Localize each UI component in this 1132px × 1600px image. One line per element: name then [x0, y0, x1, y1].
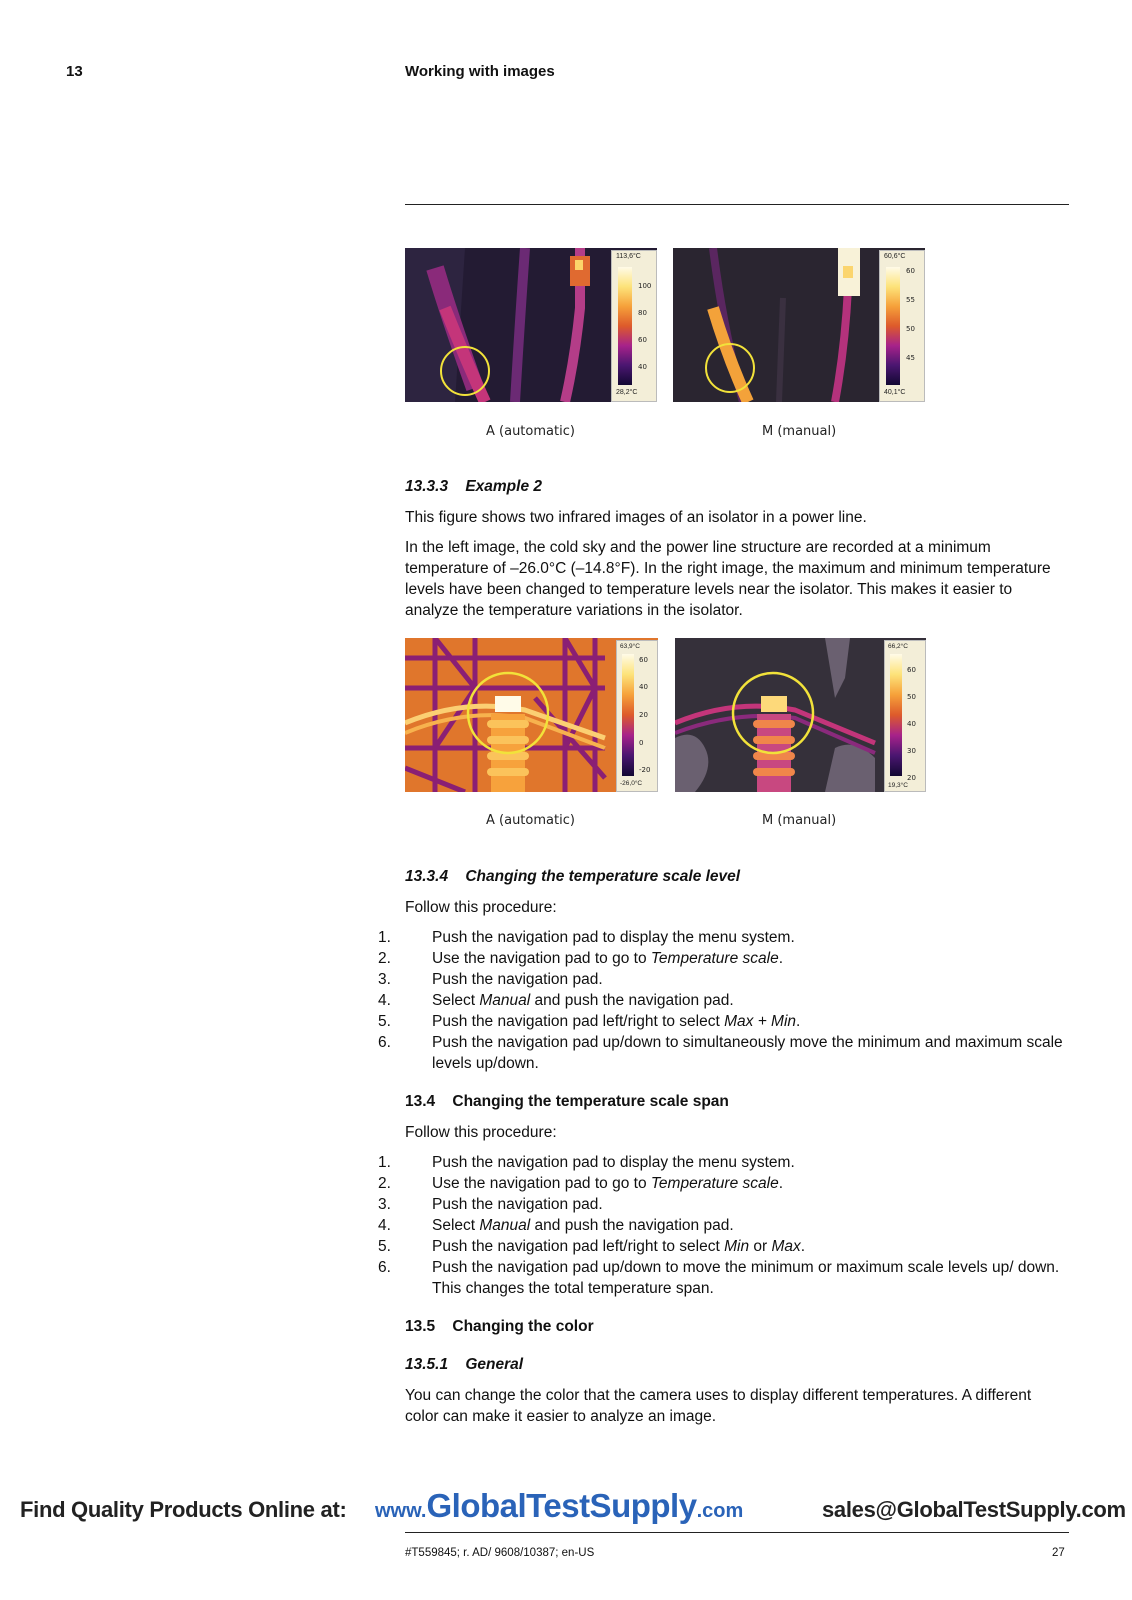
scale-tick: 20	[907, 774, 916, 782]
scale-max-label: 63,9°C	[620, 643, 640, 650]
scale-min-label: 19,3°C	[888, 782, 908, 789]
step-emphasis: Manual	[479, 992, 531, 1009]
figure-caption-automatic: A (automatic)	[486, 424, 575, 439]
paragraph: In the left image, the cold sky and the power line structure are recorded at a minimum temperature of –26.0°C (–14.8°F). In the right image, the maximum and minimum temperature levels have been changed to temperature levels near the isolator. This makes it easier to analyze the temperature variations in the isolator.	[405, 539, 1051, 619]
step-text: Push the navigation pad.	[432, 1196, 603, 1213]
procedure-intro: Follow this procedure:	[405, 1124, 557, 1141]
banner-find-text: Find Quality Products Online at:	[20, 1497, 347, 1522]
procedure-step	[378, 1152, 1069, 1173]
step-number: 5.	[378, 1238, 391, 1255]
scale-tick: -20	[639, 766, 651, 774]
step-text: Push the navigation pad up/down to move the minimum or maximum scale levels up/ down. This changes the total temperature span.	[432, 1259, 1060, 1297]
step-text: Push the navigation pad to display the menu system.	[432, 929, 795, 946]
figure-caption-automatic: A (automatic)	[486, 813, 575, 828]
scale-tick: 55	[906, 296, 915, 304]
ir-image-m-manual-1	[673, 248, 925, 402]
banner-website-link[interactable]	[375, 1487, 743, 1525]
step-number: 3.	[378, 971, 391, 988]
step-text: Push the navigation pad up/down to simultaneously move the minimum and maximum scale levels up/down.	[432, 1034, 1063, 1072]
procedure-step	[378, 990, 1069, 1011]
temperature-scale-right-2	[884, 640, 926, 792]
procedure-step	[378, 1173, 1069, 1194]
footer-rule	[405, 1532, 1069, 1533]
scale-tick: 60	[906, 267, 915, 275]
step-text: Push the navigation pad left/right to select	[432, 1013, 725, 1030]
scale-tick: 30	[907, 747, 916, 755]
ir-image-m-manual-2	[675, 638, 926, 792]
section-heading-scale-level: 13.3.4 Changing the temperature scale level	[405, 868, 741, 885]
step-emphasis: Min	[724, 1238, 750, 1255]
paragraph: You can change the color that the camera uses to display different temperatures. A different color can make it easier to analyze an image.	[405, 1387, 1032, 1425]
scale-min-label: -26,0°C	[620, 780, 643, 787]
chapter-title: Working with images	[405, 63, 555, 80]
scale-max-label: 60,6°C	[884, 253, 906, 260]
scale-tick: 50	[906, 325, 915, 333]
step-number: 5.	[378, 1013, 391, 1030]
step-text: Push the navigation pad.	[432, 971, 603, 988]
step-emphasis: Max	[771, 1238, 801, 1255]
step-number: 2.	[378, 1175, 391, 1192]
step-number: 1.	[378, 929, 391, 946]
step-text: Use the navigation pad to go to	[432, 1175, 651, 1192]
procedure-step	[378, 948, 1069, 969]
scale-tick: 100	[638, 282, 652, 290]
procedure-step	[378, 1236, 1069, 1257]
section-heading-changing-color: 13.5 Changing the color	[405, 1318, 594, 1335]
procedure-step	[378, 1215, 1069, 1236]
step-emphasis: Temperature scale	[650, 1175, 779, 1192]
step-text: .	[800, 1238, 806, 1255]
paragraph: This figure shows two infrared images of an isolator in a power line.	[405, 509, 867, 526]
scale-tick: 60	[638, 336, 647, 344]
scale-tick: 80	[638, 309, 647, 317]
procedure-step	[378, 1257, 1069, 1299]
procedure-step	[378, 1032, 1069, 1074]
step-text: .	[778, 950, 784, 967]
procedure-step	[378, 927, 1069, 948]
step-number: 1.	[378, 1154, 391, 1171]
banner-www: www.	[375, 1500, 427, 1522]
scale-max-label: 66,2°C	[888, 643, 908, 650]
header-rule	[405, 204, 1069, 205]
step-text: .	[778, 1175, 784, 1192]
step-number: 4.	[378, 992, 391, 1009]
procedure-step	[378, 1011, 1069, 1032]
step-text: and push the navigation pad.	[530, 992, 734, 1009]
step-text: Select	[432, 992, 480, 1009]
color-scale-bar	[886, 267, 900, 385]
banner-email-link[interactable]: sales@GlobalTestSupply.com	[822, 1497, 1126, 1522]
step-number: 3.	[378, 1196, 391, 1213]
scale-tick: 60	[639, 656, 648, 664]
scale-tick: 50	[907, 693, 916, 701]
scale-min-label: 40,1°C	[884, 389, 906, 396]
procedures-column	[378, 866, 1069, 1436]
step-number: 6.	[378, 1034, 391, 1051]
temperature-scale-left-1	[611, 250, 657, 402]
step-text: or	[749, 1238, 772, 1255]
step-text: Push the navigation pad to display the menu system.	[432, 1154, 795, 1171]
section-heading: 13.3.3 Example 2	[405, 478, 543, 495]
scale-tick: 20	[639, 711, 648, 719]
scale-tick: 40	[639, 683, 648, 691]
color-scale-bar	[618, 267, 632, 385]
step-text: .	[796, 1013, 801, 1030]
procedure-list-scale-span	[378, 1152, 1069, 1299]
step-text: and push the navigation pad.	[530, 1217, 734, 1234]
scale-tick: 40	[638, 363, 647, 371]
scale-tick: 45	[906, 354, 915, 362]
figure-caption-manual: M (manual)	[762, 813, 837, 828]
section-example-2	[405, 476, 1069, 630]
step-emphasis: Manual	[479, 1217, 531, 1234]
procedure-step	[378, 1194, 1069, 1215]
step-emphasis: Temperature scale	[650, 950, 779, 967]
ir-image-a-automatic-2	[405, 638, 658, 792]
scale-tick: 0	[639, 739, 644, 747]
temperature-scale-right-1	[879, 250, 925, 402]
chapter-number: 13	[66, 63, 83, 80]
color-scale-bar	[622, 654, 634, 776]
step-number: 2.	[378, 950, 391, 967]
banner-tld: .com	[696, 1500, 744, 1522]
scale-tick: 60	[907, 666, 916, 674]
procedure-step	[378, 969, 1069, 990]
procedure-intro: Follow this procedure:	[405, 899, 557, 916]
step-emphasis: Max + Min	[724, 1013, 797, 1030]
footer-doc-id: #T559845; r. AD/ 9608/10387; en-US	[405, 1547, 595, 1559]
figure-caption-manual: M (manual)	[762, 424, 837, 439]
temperature-scale-left-2	[616, 640, 658, 792]
banner-brand: GlobalTestSupply	[426, 1487, 697, 1524]
step-number: 6.	[378, 1259, 391, 1276]
section-heading-general: 13.5.1 General	[405, 1356, 524, 1373]
scale-max-label: 113,6°C	[616, 253, 641, 260]
color-scale-bar	[890, 654, 902, 776]
step-text: Push the navigation pad left/right to select	[432, 1238, 725, 1255]
step-text: Use the navigation pad to go to	[432, 950, 651, 967]
ir-image-a-automatic-1	[405, 248, 657, 402]
scale-min-label: 28,2°C	[616, 389, 638, 396]
footer-page-number: 27	[1052, 1547, 1065, 1559]
section-heading-scale-span: 13.4 Changing the temperature scale span	[405, 1093, 729, 1110]
step-number: 4.	[378, 1217, 391, 1234]
step-text: Select	[432, 1217, 480, 1234]
scale-tick: 40	[907, 720, 916, 728]
procedure-list-scale-level	[378, 927, 1069, 1074]
